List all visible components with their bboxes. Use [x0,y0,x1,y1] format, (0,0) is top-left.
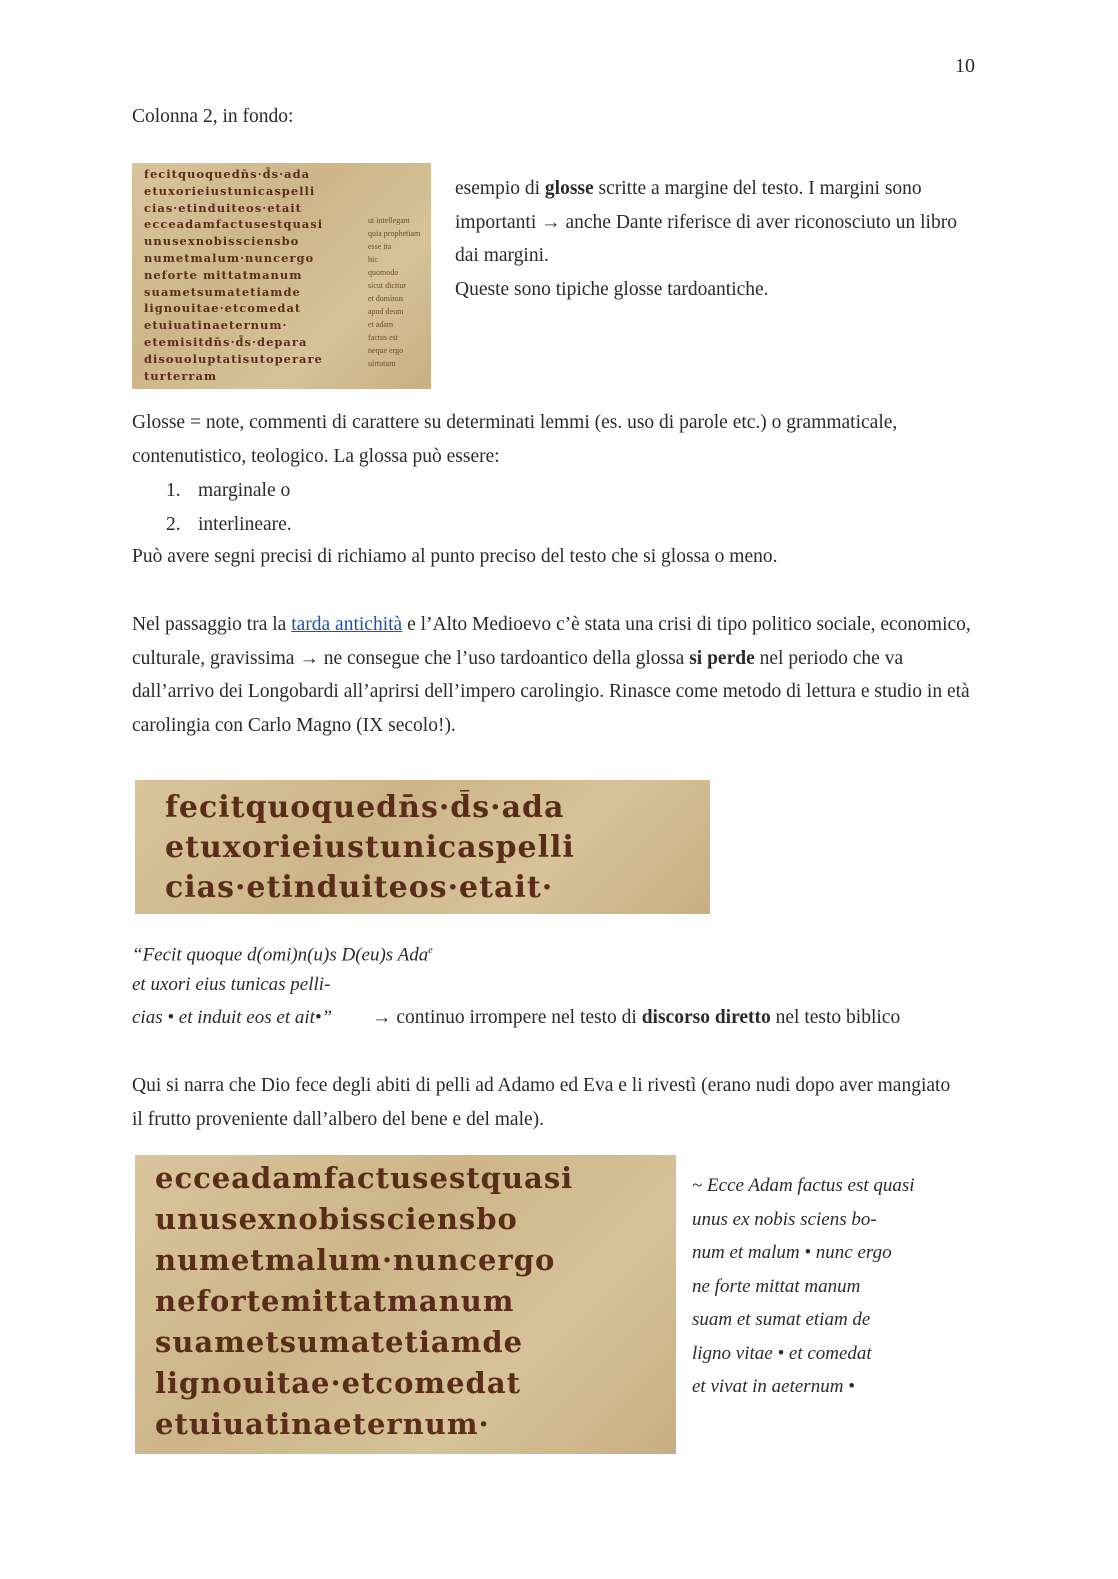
manuscript-text-line: ecceadamfactusestquasi [144,217,324,232]
manuscript-text-line: cias·etinduiteos·etait· [165,870,554,905]
manuscript-text-line: fecitquoquedn̄s·d̄s·ada [165,790,565,825]
manuscript-text-line: turterram [144,368,218,383]
narration-paragraph: Qui si narra che Dio fece degli abiti di pelli ad Adamo ed Eva e li rivestì (erano nudi dopo aver mangiato il frutto proveniente dall’albero del bene e del male). [132,1075,951,1130]
history-paragraph: Nel passaggio tra la tarda antichità e l’Alto Medioevo c’è stata una crisi di tipo politico sociale, economico, culturale, gravissima → ne consegue che l’uso tardoantico della glossa si perde nel periodo che va dall’arrivo dei Longobardi all’aprirsi dell’impero carolingio. Rinasce come metodo di lettura e studio in età carolingia con Carlo Magno (IX secolo!). [132,614,971,736]
quote-line: ne forte mittat manum [692,1275,861,1297]
marginal-gloss-line: factus est [368,333,398,342]
quote-line: et vivat in aeternum • [692,1376,855,1397]
quote-line: ~ Ecce Adam factus est quasi [692,1175,915,1196]
manuscript-image-fecit-quoque [135,780,710,914]
section-heading: Colonna 2, in fondo: [132,106,294,127]
marginal-gloss-line: quomodo [368,268,399,277]
quote-fecit-comment: → continuo irrompere nel testo di discorso diretto nel testo biblico [372,1007,901,1028]
quote-line: num et malum • nunc ergo [692,1242,892,1263]
manuscript-text-line: suametsumatetiamde [155,1325,524,1359]
tarda-antichita-link[interactable]: tarda antichità [291,614,403,635]
quote-fecit-line-3: cias • et induit eos et ait•” [132,1007,333,1028]
page-number: 10 [955,55,975,77]
quote-line: ligno vitae • et comedat [692,1342,872,1364]
manuscript-text-line: lignouitae·etcomedat [144,301,302,316]
richiamo-paragraph: Può avere segni precisi di richiamo al punto preciso del testo che si glossa o meno. [132,546,778,567]
manuscript-image-ecce-adam [135,1155,676,1454]
manuscript-text-line: etuxorieiustunicaspelli [165,830,575,865]
marginal-gloss-line: uirtutum [368,359,396,368]
manuscript-text-line: etuxorieiustunicaspelli [144,183,316,198]
marginal-gloss-line: neque ergo [368,346,404,355]
marginal-gloss-line: hic [368,255,378,264]
manuscript-text-line: cias·etinduiteos·etait [144,200,302,215]
marginal-gloss-line: et adam [368,320,394,329]
manuscript-text-line: unusexnobissciensbo [155,1202,518,1236]
quote-line: unus ex nobis sciens bo- [692,1208,877,1230]
manuscript-text-line: disouoluptatisutoperare [144,351,323,366]
si-perde-emphasis: si perde [689,647,755,669]
manuscript-text-line: etemisitdn̄s·d̄s·depara [144,335,308,349]
marginal-gloss-line: quia prophetiam [368,229,421,238]
quote-line: suam et sumat etiam de [692,1309,871,1330]
quote-ecce-adam [692,1169,992,1404]
definition-paragraph: Glosse = note, commenti di carattere su determinati lemmi (es. uso di parole etc.) o grammaticale, contenutistico, teologico. La glossa può essere: [132,412,898,467]
intro-last-line: Queste sono tipiche glosse tardoantiche. [455,278,769,300]
manuscript-text-line: numetmalum·nuncergo [155,1243,556,1277]
manuscript-text-line: suametsumatetiamde [144,284,301,299]
intro-paragraph: esempio di glosse scritte a margine del testo. I margini sono importanti → anche Dante riferisce di aver riconosciuto un libro dai margini. Queste sono tipiche glosse tardoantiche. [455,178,957,300]
marginal-gloss-line: esse ita [368,242,392,251]
manuscript-image-marginal-glosses [132,163,431,389]
quote-fecit-line-2: et uxori eius tunicas pelli- [132,974,331,995]
marginal-gloss-line: ut intellegant [368,216,410,225]
manuscript-text-line: numetmalum·nuncergo [144,251,315,265]
manuscript-text-line: neforte mittatmanum [144,267,303,282]
manuscript-text-line: fecitquoquedn̄s·d̄s·ada [144,167,311,181]
marginal-gloss-line: et dominus [368,294,404,303]
list-item: 1. marginale o [166,480,291,501]
marginal-gloss-line: apud deum [368,307,404,316]
manuscript-text-line: etuiuatinaeternum· [155,1407,490,1441]
manuscript-text-line: unusexnobissciensbo [144,234,300,249]
marginal-gloss-line: sicut dicitur [368,281,406,290]
manuscript-text-line: nefortemittatmanum [155,1284,515,1318]
gloss-type-list [166,474,666,541]
manuscript-text-line: lignouitae·etcomedat [155,1366,522,1400]
manuscript-text-line: ecceadamfactusestquasi [155,1161,574,1195]
discorso-diretto-emphasis: discorso diretto [641,1007,771,1028]
glosse-term: glosse [544,178,594,199]
quote-fecit-line-1: “Fecit quoque d(omi)n(u)s D(eu)s Ada$^e$ [132,944,433,966]
list-item: 2. interlineare. [166,513,292,535]
manuscript-text-line: etuiuatinaeternum· [144,318,288,333]
